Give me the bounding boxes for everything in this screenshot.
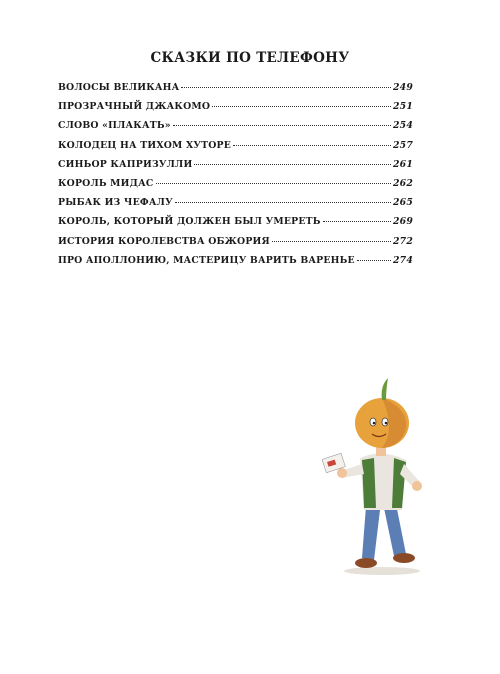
vest-left [362, 458, 376, 508]
toc-entry-title: КОРОЛЬ, КОТОРЫЙ ДОЛЖЕН БЫЛ УМЕРЕТЬ [58, 216, 321, 228]
ground-shadow [344, 567, 420, 575]
toc-entry-page: 262 [392, 177, 413, 189]
toc-leader-dots [272, 241, 391, 242]
toc-entry [58, 159, 413, 178]
onion-boy-illustration [322, 378, 442, 578]
toc-leader-dots [173, 125, 391, 126]
toc-entry-title: ПРО АПОЛЛОНИЮ, МАСТЕРИЦУ ВАРИТЬ ВАРЕНЬЕ [58, 254, 355, 266]
onion-sprout [382, 378, 388, 400]
toc-entry-title: СЛОВО «ПЛАКАТЬ» [58, 120, 171, 132]
toc-leader-dots [181, 87, 391, 88]
toc-leader-dots [156, 183, 391, 184]
toc-entry-page: 254 [392, 120, 413, 132]
toc-entry [58, 216, 413, 235]
toc-entry-title: ПРОЗРАЧНЫЙ ДЖАКОМО [58, 101, 211, 113]
toc-entry [58, 82, 413, 101]
right-leg [384, 504, 406, 556]
toc-entry-title: РЫБАК ИЗ ЧЕФАЛУ [58, 197, 173, 209]
left-shoe [355, 558, 377, 568]
left-leg [362, 506, 380, 560]
toc-entry-title: КОРОЛЬ МИДАС [58, 177, 154, 189]
toc-entry-page: 269 [392, 216, 413, 228]
toc-entry [58, 101, 413, 120]
toc-entry-page: 257 [392, 139, 413, 151]
toc-entry-page: 251 [392, 101, 413, 113]
toc-entry-title: СИНЬОР КАПРИЗУЛЛИ [58, 158, 193, 170]
toc-leader-dots [175, 202, 391, 203]
left-pupil [373, 422, 376, 425]
toc-entry [58, 120, 413, 139]
toc-entry [58, 255, 413, 274]
right-hand [412, 481, 422, 491]
toc-leader-dots [323, 221, 391, 222]
toc-entry-page: 261 [392, 158, 413, 170]
toc-entry-page: 265 [392, 197, 413, 209]
toc-entry-title: КОЛОДЕЦ НА ТИХОМ ХУТОРЕ [58, 139, 232, 151]
left-hand [337, 468, 347, 478]
toc-entry-page: 272 [392, 235, 413, 247]
right-shoe [393, 553, 415, 563]
table-of-contents [58, 82, 413, 274]
toc-entry-title: ИСТОРИЯ КОРОЛЕВСТВА ОБЖОРИЯ [58, 235, 270, 247]
toc-entry [58, 178, 413, 197]
page-title: СКАЗКИ ПО ТЕЛЕФОНУ [150, 50, 350, 66]
toc-entry [58, 236, 413, 255]
left-eye [370, 418, 376, 426]
toc-entry-title: ВОЛОСЫ ВЕЛИКАНА [58, 82, 180, 93]
toc-leader-dots [233, 145, 391, 146]
toc-entry-page: 274 [392, 254, 413, 266]
toc-entry [58, 197, 413, 216]
toc-leader-dots [212, 106, 391, 107]
toc-entry [58, 140, 413, 159]
right-pupil [385, 422, 388, 425]
right-eye [382, 418, 388, 426]
toc-leader-dots [357, 260, 391, 261]
toc-leader-dots [194, 164, 391, 165]
toc-entry-page: 249 [392, 82, 413, 93]
